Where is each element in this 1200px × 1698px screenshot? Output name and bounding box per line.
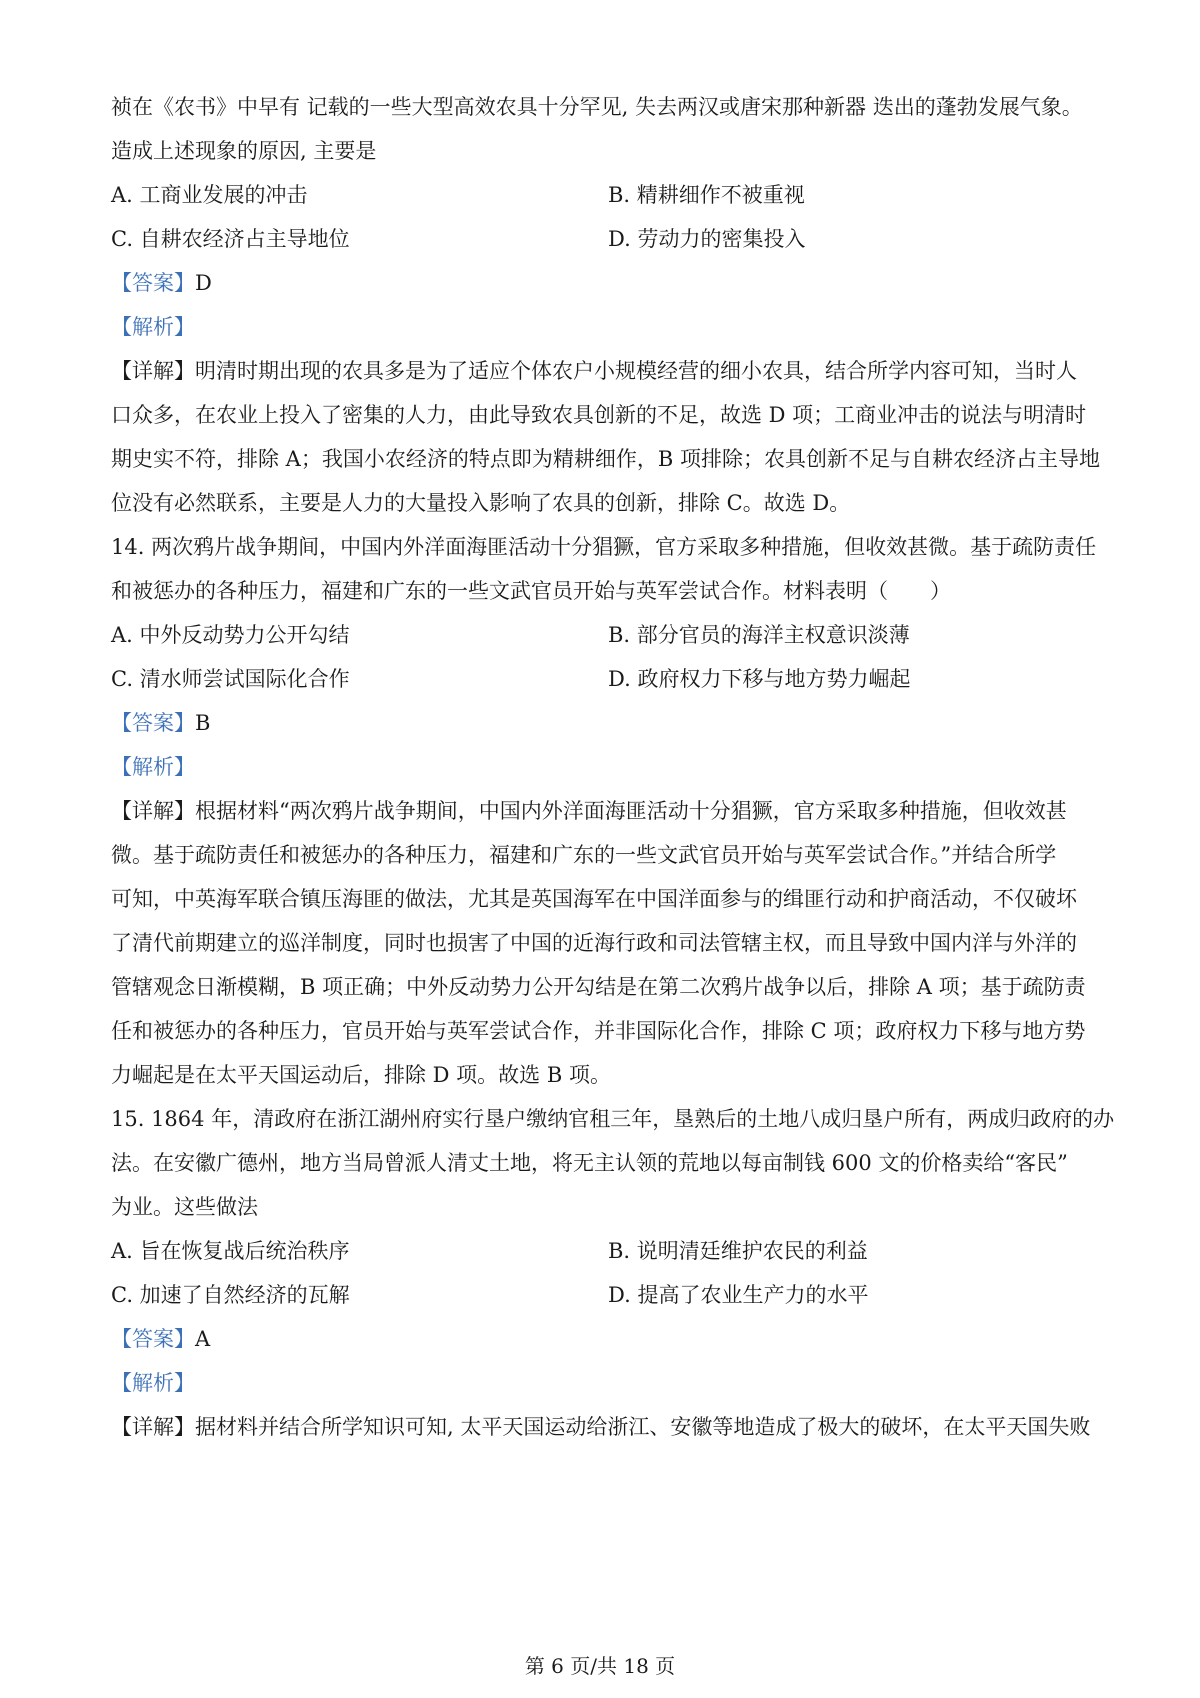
q13-detail-line-4: 位没有必然联系，主要是人力的大量投入影响了农具的创新，排除 C。故选 D。 bbox=[111, 491, 851, 515]
answer-value: A bbox=[195, 1327, 211, 1351]
q14-option-b: B. 部分官员的海洋主权意识淡薄 bbox=[608, 623, 910, 647]
q13-answer bbox=[111, 268, 1105, 298]
q13-option-b: B. 精耕细作不被重视 bbox=[608, 183, 805, 207]
q15-analysis-label bbox=[111, 1368, 1105, 1398]
q14-option-c: C. 清水师尝试国际化合作 bbox=[111, 667, 350, 691]
q13-option-a: A. 工商业发展的冲击 bbox=[111, 183, 308, 207]
q15-stem-line-1: 15. 1864 年，清政府在浙江湖州府实行垦户缴纳官租三年，垦熟后的土地八成归垦户所有，两成归政府的办 bbox=[111, 1107, 1115, 1131]
q14-option-a: A. 中外反动势力公开勾结 bbox=[111, 623, 350, 647]
q15-option-a: A. 旨在恢复战后统治秩序 bbox=[111, 1239, 350, 1263]
q14-detail-line-3: 可知，中英海军联合镇压海匪的做法，尤其是英国海军在中国洋面参与的缉匪行动和护商活动，不仅破坏 bbox=[111, 887, 1077, 911]
q14-stem-line-2: 和被惩办的各种压力，福建和广东的一些文武官员开始与英军尝试合作。材料表明（ ） bbox=[111, 579, 951, 603]
q13-detail-line-3: 期史实不符，排除 A；我国小农经济的特点即为精耕细作，B 项排除；农具创新不足与自耕农经济占主导地 bbox=[111, 447, 1100, 471]
q15-option-b: B. 说明清廷维护农民的利益 bbox=[608, 1239, 868, 1263]
answer-value: B bbox=[195, 711, 211, 735]
q13-detail-line-1: 【详解】明清时期出现的农具多是为了适应个体农户小规模经营的细小农具，结合所学内容可知，当时人 bbox=[111, 359, 1077, 383]
q14-detail-line-2: 微。基于疏防责任和被惩办的各种压力，福建和广东的一些文武官员开始与英军尝试合作。”并结合所学 bbox=[111, 843, 1057, 867]
q14-option-d: D. 政府权力下移与地方势力崛起 bbox=[608, 667, 911, 691]
q14-analysis-label bbox=[111, 752, 1105, 782]
q13-detail-line-2: 口众多，在农业上投入了密集的人力，由此导致农具创新的不足，故选 D 项；工商业冲击的说法与明清时 bbox=[111, 403, 1087, 427]
q13-stem-line-1: 祯在《农书》中早有 记载的一些大型高效农具十分罕见, 失去两汉或唐宋那种新器 迭出的蓬勃发展气象。 bbox=[111, 95, 1083, 119]
q13-option-c: C. 自耕农经济占主导地位 bbox=[111, 227, 350, 251]
q15-option-d: D. 提高了农业生产力的水平 bbox=[608, 1283, 869, 1307]
q14-detail-line-5: 管辖观念日渐模糊，B 项正确；中外反动势力公开勾结是在第二次鸦片战争以后，排除 A 项；基于疏防责 bbox=[111, 975, 1086, 999]
q14-stem-line-1: 14. 两次鸦片战争期间，中国内外洋面海匪活动十分猖獗，官方采取多种措施，但收效甚微。基于疏防责任 bbox=[111, 535, 1097, 559]
analysis-label: 【解析】 bbox=[111, 1371, 195, 1395]
q15-answer bbox=[111, 1324, 1105, 1354]
q15-stem-line-2: 法。在安徽广德州，地方当局曾派人清丈土地，将无主认领的荒地以每亩制钱 600 文的价格卖给“客民” bbox=[111, 1151, 1068, 1175]
q13-option-d: D. 劳动力的密集投入 bbox=[608, 227, 806, 251]
answer-label: 【答案】 bbox=[111, 1327, 195, 1351]
answer-value: D bbox=[195, 271, 212, 295]
answer-label: 【答案】 bbox=[111, 711, 195, 735]
q15-stem-line-3: 为业。这些做法 bbox=[111, 1195, 258, 1219]
q14-detail-line-1: 【详解】根据材料“两次鸦片战争期间，中国内外洋面海匪活动十分猖獗，官方采取多种措施，但收效甚 bbox=[111, 799, 1067, 823]
page-number-footer: 第 6 页/共 18 页 bbox=[524, 1654, 676, 1678]
q15-option-c: C. 加速了自然经济的瓦解 bbox=[111, 1283, 350, 1307]
q14-answer bbox=[111, 708, 1105, 738]
q13-stem-line-2: 造成上述现象的原因, 主要是 bbox=[111, 139, 377, 163]
analysis-label: 【解析】 bbox=[111, 755, 195, 779]
answer-label: 【答案】 bbox=[111, 271, 195, 295]
q15-detail-line-1: 【详解】据材料并结合所学知识可知, 太平天国运动给浙江、安徽等地造成了极大的破坏，在太平天国失败 bbox=[111, 1415, 1091, 1439]
analysis-label: 【解析】 bbox=[111, 315, 195, 339]
q14-detail-line-4: 了清代前期建立的巡洋制度，同时也损害了中国的近海行政和司法管辖主权，而且导致中国内洋与外洋的 bbox=[111, 931, 1077, 955]
q13-analysis-label bbox=[111, 312, 1105, 342]
q14-detail-line-7: 力崛起是在太平天国运动后，排除 D 项。故选 B 项。 bbox=[111, 1063, 611, 1087]
q14-detail-line-6: 任和被惩办的各种压力，官员开始与英军尝试合作，并非国际化合作，排除 C 项；政府权力下移与地方势 bbox=[111, 1019, 1086, 1043]
